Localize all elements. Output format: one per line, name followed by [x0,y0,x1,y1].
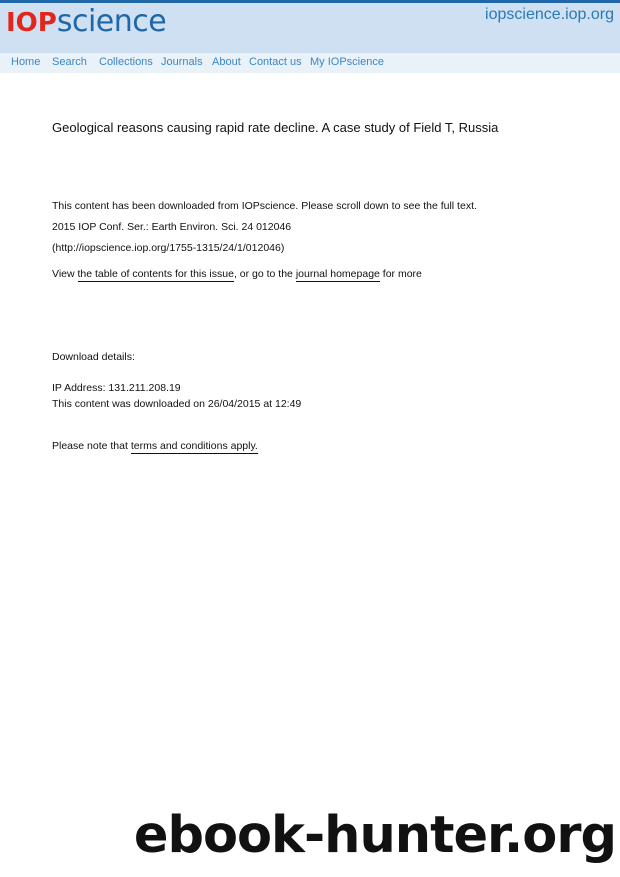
nav-journals[interactable]: Journals [161,56,203,68]
view-prefix: View [52,268,78,280]
terms-prefix: Please note that [52,440,131,452]
view-middle: , or go to the [233,268,296,280]
download-details-heading: Download details: [52,351,135,363]
view-more-line [52,268,422,280]
article-url: (http://iopscience.iop.org/1755-1315/24/1/012046) [52,242,285,254]
nav-my-iopscience[interactable]: My IOPscience [310,56,384,68]
watermark-text: ebook-hunter.org [133,806,616,865]
main-nav [0,53,620,73]
article-title: Geological reasons causing rapid rate decline. A case study of Field T, Russia [52,120,499,135]
nav-about[interactable]: About [212,56,241,68]
nav-collections[interactable]: Collections [99,56,153,68]
citation: 2015 IOP Conf. Ser.: Earth Environ. Sci. 24 012046 [52,221,292,233]
downloaded-from-notice: This content has been downloaded from IOPscience. Please scroll down to see the full text. [52,200,477,212]
terms-link[interactable]: terms and conditions apply. [130,440,258,452]
site-header [0,3,620,53]
journal-homepage-link[interactable]: journal homepage [295,268,380,280]
toc-link[interactable]: the table of contents for this issue [77,268,234,280]
nav-search[interactable]: Search [52,56,87,68]
view-suffix: for more [379,268,422,280]
ip-address: IP Address: 131.211.208.19 [52,382,181,394]
nav-home[interactable]: Home [11,56,41,68]
iopscience-logo[interactable] [6,4,166,39]
site-url-link[interactable]: iopscience.iop.org [485,6,614,23]
logo-science-text: science [56,4,167,39]
nav-contact-us[interactable]: Contact us [249,56,302,68]
logo-iop-text: IOP [6,8,57,38]
download-date: This content was downloaded on 26/04/2015 at 12:49 [52,398,302,410]
terms-line [52,440,258,452]
